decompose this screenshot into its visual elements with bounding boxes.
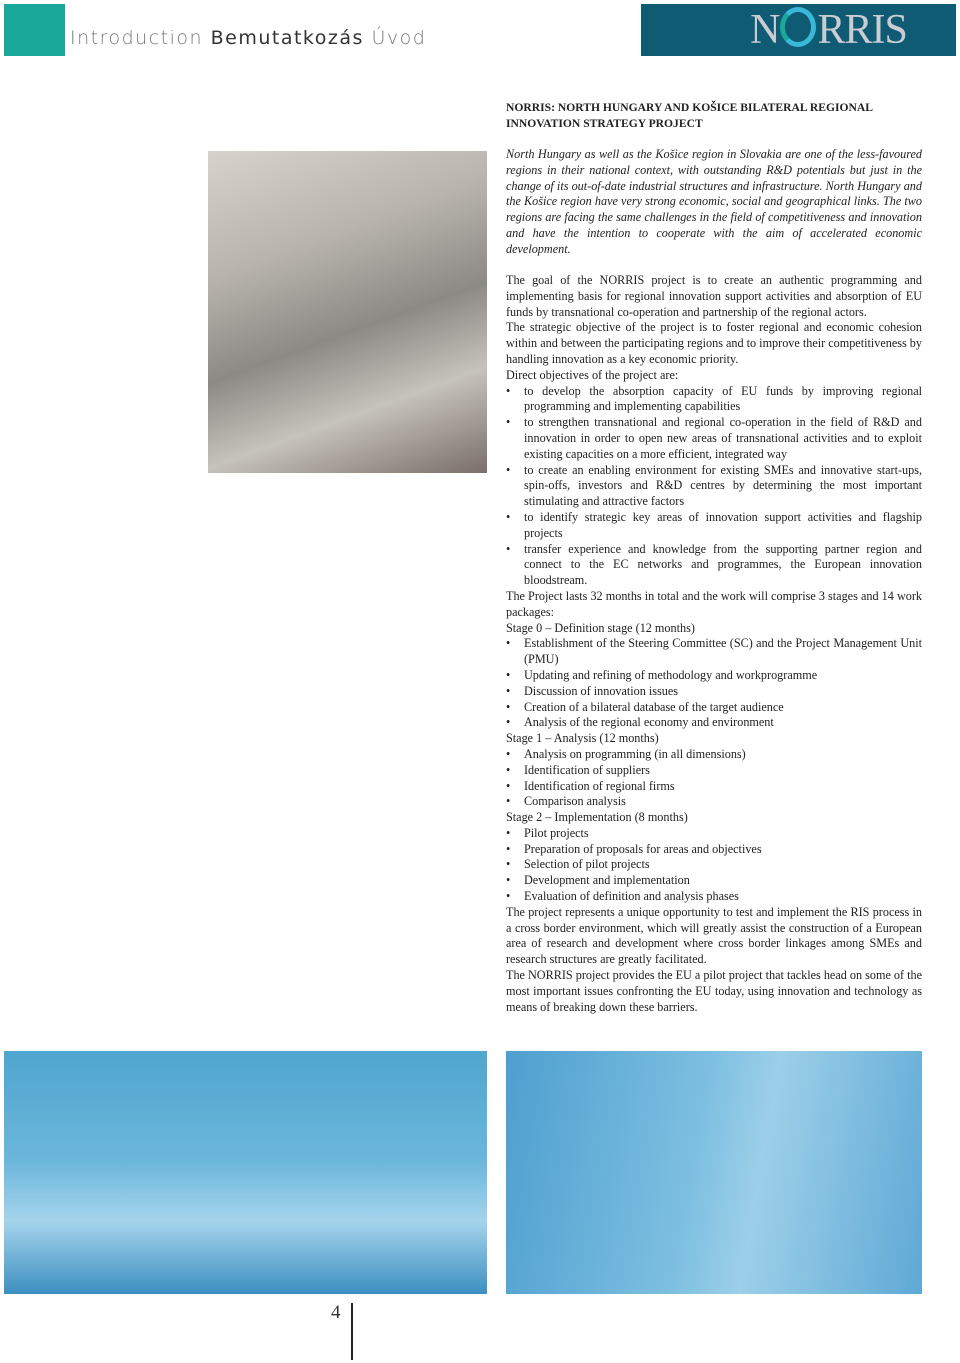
article-heading: NORRIS: NORTH HUNGARY AND KOŠICE BILATERAL REGIONAL INNOVATION STRATEGY PROJECT xyxy=(506,101,873,130)
bullet-item: • Analysis of the regional economy and environment xyxy=(506,715,922,731)
section-title: Introduction Bemutatkozás Úvod xyxy=(70,27,427,49)
bullet-item: • Creation of a bilateral database of the target audience xyxy=(506,700,922,716)
bullet-item: • Establishment of the Steering Committee (SC) and the Project Management Unit (PMU) xyxy=(506,636,922,668)
bullet-item: • to identify strategic key areas of innovation support activities and flagship projects xyxy=(506,510,922,542)
paragraph: Stage 0 – Definition stage (12 months) xyxy=(506,620,695,635)
bullet-item: • Pilot projects xyxy=(506,826,922,842)
header-accent-block xyxy=(4,4,65,56)
bullet-item: • Identification of regional firms xyxy=(506,779,922,795)
paragraph: Stage 2 – Implementation (8 months) xyxy=(506,810,688,825)
blue-office-photo xyxy=(506,1051,922,1294)
paragraph: Direct objectives of the project are: xyxy=(506,367,679,382)
page-number-divider xyxy=(351,1303,353,1360)
businessman-on-phone-photo xyxy=(4,1051,487,1294)
bullet-item: • Comparison analysis xyxy=(506,794,922,810)
paragraph: The NORRIS project provides the EU a pilot project that tackles head on some of the most important issues confronting the EU today, using innovation and technology as means of breaking down these barriers. xyxy=(506,968,922,1014)
bullet-item: • to develop the absorption capacity of EU funds by improving regional programming and implementing capabilities xyxy=(506,384,922,416)
bullet-item: • Discussion of innovation issues xyxy=(506,684,922,700)
bullet-item: • Updating and refining of methodology and workprogramme xyxy=(506,668,922,684)
bullet-item: • Evaluation of definition and analysis phases xyxy=(506,889,922,905)
paragraph: The strategic objective of the project is to foster regional and economic cohesion within and between the participating regions and to improve their competitiveness by handling innovation as a key economic priority. xyxy=(506,320,922,366)
article-body xyxy=(506,273,922,1015)
norris-logo: N RRIS xyxy=(641,4,956,56)
paragraph: The project represents a unique opportunity to test and implement the RIS process in a cross border environment, which will greatly assist the construction of a European area of research and development where cross border linkages among SMEs and research structures are greatly facilitated. xyxy=(506,904,922,967)
bullet-item: • to strengthen transnational and regional co-operation in the field of R&D and innovation in order to open new areas of transnational activities and to exploit existing capacities on a more efficient, integrated way xyxy=(506,415,922,462)
intro-paragraph: North Hungary as well as the Košice region in Slovakia are one of the less-favoured regions in their national context, with outstanding R&D potentials but just in the change of its out-of-date industrial structures and infrastructure. North Hungary and the Košice region have very strong economic, social and geographical links. The two regions are facing the same challenges in the field of competitiveness and innovation and have the intention to cooperate with the aim of accelerated economic development. xyxy=(506,147,922,256)
paragraph: The goal of the NORRIS project is to create an authentic programming and implementing basis for regional innovation support activities and absorption of EU funds by transnational co-operation and partnership of the regional actors. xyxy=(506,273,922,319)
bullet-item: • Preparation of proposals for areas and objectives xyxy=(506,842,922,858)
bullet-item: • Identification of suppliers xyxy=(506,763,922,779)
paragraph: Stage 1 – Analysis (12 months) xyxy=(506,731,659,746)
computer-lab-photo xyxy=(208,151,487,473)
bullet-item: • to create an enabling environment for existing SMEs and innovative start-ups, spin-offs, investors and R&D centres by determining the most important stimulating and attractive factors xyxy=(506,463,922,510)
paragraph: The Project lasts 32 months in total and the work will comprise 3 stages and 14 work packages: xyxy=(506,588,922,619)
bullet-item: • Selection of pilot projects xyxy=(506,857,922,873)
bullet-item: • Development and implementation xyxy=(506,873,922,889)
bullet-item: • transfer experience and knowledge from the supporting partner region and connect to the EC networks and programmes, the European innovation bloodstream. xyxy=(506,542,922,589)
page-number: 4 xyxy=(331,1302,341,1323)
bullet-item: • Analysis on programming (in all dimensions) xyxy=(506,747,922,763)
